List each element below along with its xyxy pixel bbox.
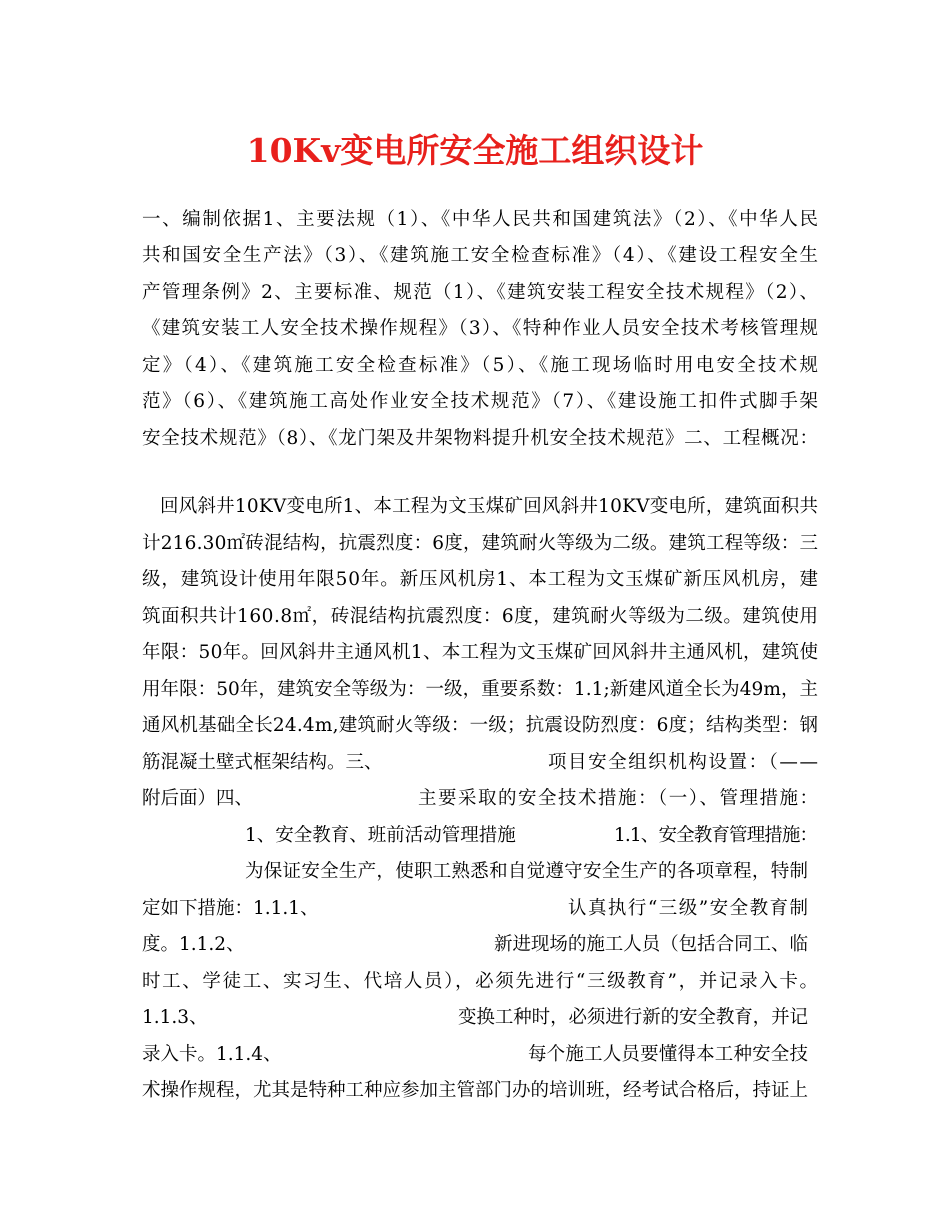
text-line — [0, 889, 950, 929]
text-line — [0, 419, 950, 459]
text-line — [0, 706, 950, 746]
text-line — [0, 962, 950, 1002]
text-segment: 1、安全教育、班前活动管理措施 — [245, 825, 516, 846]
text-segment: 安全技术规范》（8）、《龙门架及井架物料提升机安全技术规范》二、工程概况： — [142, 428, 819, 449]
text-line — [0, 633, 950, 673]
text-segment: 定》（4）、《建筑施工安全检查标准》（5）、《施工现场临时用电安全技术规 — [142, 355, 821, 376]
text-line — [0, 597, 950, 637]
text-segment: 1.1.3、 — [142, 1007, 208, 1028]
text-line — [0, 925, 950, 965]
text-line — [0, 560, 950, 600]
text-line — [0, 200, 950, 240]
text-line — [0, 346, 950, 386]
text-line — [0, 382, 950, 422]
text-segment: 附后面）四、 — [142, 788, 254, 809]
text-segment: 筋混凝土壁式框架结构。三、 — [142, 752, 383, 773]
text-line — [0, 273, 950, 313]
text-segment: 术操作规程，尤其是特种工种应参加主管部门办的培训班，经考试合格后，持证上 — [142, 1080, 808, 1101]
text-segment: 用年限：50年，建筑安全等级为：一级，重要系数：1.1;新建风道全长为49m，主 — [142, 679, 819, 700]
text-line — [0, 1071, 950, 1111]
text-segment: 定如下措施：1.1.1、 — [142, 898, 319, 919]
text-segment: 一、编制依据1、主要法规（1）、《中华人民共和国建筑法》（2）、《中华人民 — [142, 209, 820, 230]
text-segment: 《建筑安装工人安全技术操作规程》（3）、《特种作业人员安全技术考核管理规 — [142, 318, 820, 339]
text-line — [0, 852, 950, 892]
text-segment: 筑面积共计160.8㎡，砖混结构抗震烈度：6度，建筑耐火等级为二级。建筑使用 — [142, 606, 819, 627]
text-segment: 每个施工人员要懂得本工种安全技 — [528, 1044, 809, 1065]
text-segment: 级，建筑设计使用年限50年。新压风机房1、本工程为文玉煤矿新压风机房，建 — [142, 569, 819, 590]
text-segment: 时工、学徒工、实习生、代培人员），必须先进行“三级教育”，并记录入卡。 — [142, 971, 820, 992]
text-segment: 年限：50年。回风斜井主通风机1、本工程为文玉煤矿回风斜井主通风机，建筑使 — [142, 642, 819, 663]
text-segment: 变换工种时，必须进行新的安全教育，并记 — [458, 1007, 808, 1028]
text-line — [0, 743, 950, 783]
text-segment: 度。1.1.2、 — [142, 934, 245, 955]
text-line — [0, 309, 950, 349]
text-line — [0, 524, 950, 564]
text-segment: 主要采取的安全技术措施：（一）、管理措施： — [418, 788, 820, 809]
text-line — [0, 816, 950, 856]
text-segment: 认真执行“三级”安全教育制 — [568, 898, 810, 919]
text-segment: 1.1、安全教育管理措施： — [614, 825, 818, 846]
text-segment: 新进现场的施工人员（包括合同工、临 — [494, 934, 808, 955]
text-segment: 共和国安全生产法》（3）、《建筑施工安全检查标准》（4）、《建设工程安全生 — [142, 245, 820, 266]
text-line — [0, 487, 950, 527]
text-segment: 回风斜井10KV变电所1、本工程为文玉煤矿回风斜井10KV变电所，建筑面积共 — [160, 496, 819, 517]
text-segment: 范》（6）、《建筑施工高处作业安全技术规范》（7）、《建设施工扣件式脚手架 — [142, 391, 820, 412]
text-line — [0, 236, 950, 276]
text-segment: 录入卡。1.1.4、 — [142, 1044, 282, 1065]
text-line — [0, 998, 950, 1038]
text-segment: 为保证安全生产，使职工熟悉和自觉遵守安全生产的各项章程，特制 — [245, 861, 809, 882]
text-segment: 计216.30㎡砖混结构，抗震烈度：6度，建筑耐火等级为二级。建筑工程等级：三 — [142, 533, 819, 554]
text-segment: 通风机基础全长24.4m,建筑耐火等级：一级；抗震设防烈度：6度；结构类型：钢 — [142, 715, 819, 736]
text-segment: 产管理条例》2、主要标准、规范（1）、《建筑安装工程安全技术规程》（2）、 — [142, 282, 820, 303]
text-line — [0, 1035, 950, 1075]
text-line — [0, 670, 950, 710]
text-segment: 项目安全组织机构设置：（—— — [548, 752, 820, 773]
text-line — [0, 779, 950, 819]
document-title: 10Kv变电所安全施工组织设计 — [246, 131, 704, 170]
